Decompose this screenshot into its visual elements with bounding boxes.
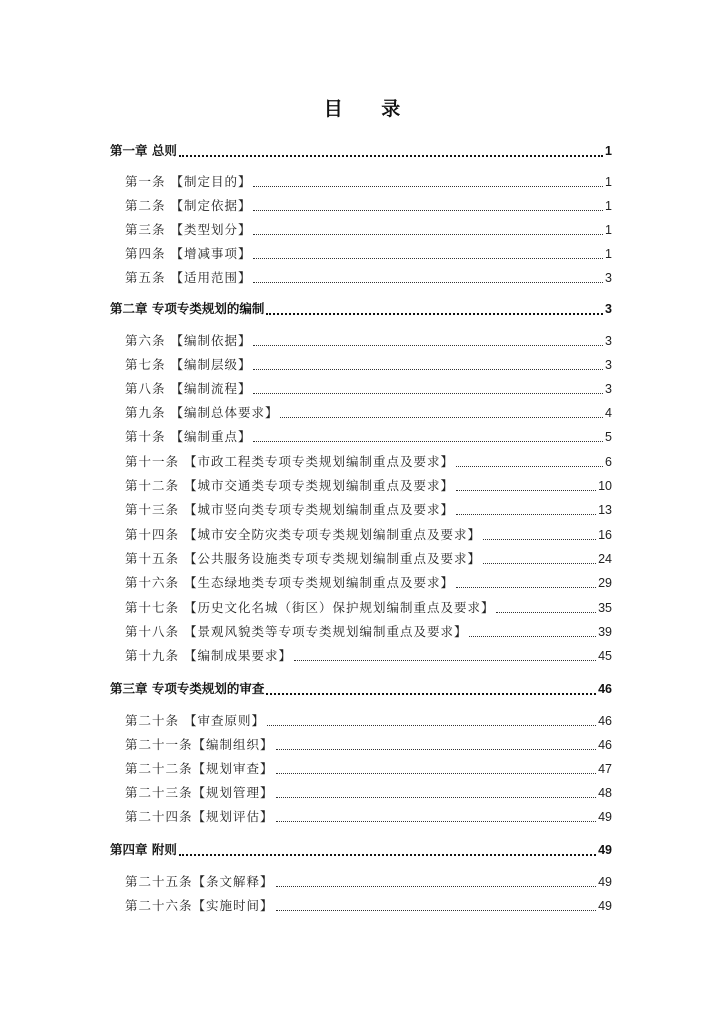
toc-page-number: 49	[598, 899, 612, 913]
dot-leader	[294, 648, 596, 661]
toc-page-number: 5	[605, 430, 612, 444]
toc-article-label: 第五条 【适用范围】	[125, 270, 252, 285]
dot-leader	[483, 527, 596, 540]
dot-leader	[276, 898, 597, 911]
dot-leader	[456, 502, 596, 515]
toc-article[interactable]	[125, 646, 612, 666]
toc-article[interactable]	[125, 244, 612, 264]
toc-page-number: 4	[605, 406, 612, 420]
toc-article[interactable]	[125, 573, 612, 593]
dot-leader	[483, 551, 596, 564]
toc-article-label: 第七条 【编制层级】	[125, 357, 252, 372]
toc-page-number: 46	[598, 738, 612, 752]
toc-article[interactable]	[125, 403, 612, 423]
toc-article[interactable]	[125, 872, 612, 892]
toc-page-number: 3	[605, 334, 612, 348]
toc-article-label: 第十三条 【城市竖向类专项专类规划编制重点及要求】	[125, 502, 454, 517]
toc-chapter-label: 第二章 专项专类规划的编制	[110, 301, 265, 316]
toc-chapter-3[interactable]	[110, 679, 612, 699]
toc-page-number: 3	[605, 358, 612, 372]
toc-article[interactable]	[125, 735, 612, 755]
toc-chapter-2[interactable]	[110, 299, 612, 319]
toc-article[interactable]	[125, 220, 612, 240]
toc-chapter-1[interactable]	[110, 141, 612, 161]
toc-article-label: 第四条 【增减事项】	[125, 246, 252, 261]
toc-page-number: 13	[598, 503, 612, 517]
toc-article[interactable]	[125, 622, 612, 642]
toc-page-number: 46	[598, 714, 612, 728]
dot-leader	[266, 681, 596, 695]
toc-article-label: 第十一条 【市政工程类专项专类规划编制重点及要求】	[125, 454, 454, 469]
toc-article[interactable]	[125, 896, 612, 916]
toc-page-number: 10	[598, 479, 612, 493]
toc-article[interactable]	[125, 268, 612, 288]
toc-page-number: 1	[605, 247, 612, 261]
dot-leader	[469, 624, 596, 637]
dot-leader	[253, 198, 603, 211]
toc-article-label: 第八条 【编制流程】	[125, 381, 252, 396]
toc-page-number: 49	[598, 843, 612, 857]
toc-article-label: 第九条 【编制总体要求】	[125, 405, 279, 420]
toc-page-number: 24	[598, 552, 612, 566]
dot-leader	[179, 842, 596, 856]
toc-page-number: 48	[598, 786, 612, 800]
dot-leader	[456, 454, 603, 467]
toc-article[interactable]	[125, 759, 612, 779]
toc-article[interactable]	[125, 549, 612, 569]
toc-article-label: 第一条 【制定目的】	[125, 174, 252, 189]
toc-article-label: 第二十二条【规划审查】	[125, 761, 274, 776]
toc-article-label: 第三条 【类型划分】	[125, 222, 252, 237]
toc-article-label: 第二十四条【规划评估】	[125, 809, 274, 824]
toc-page-number: 1	[605, 175, 612, 189]
toc-page-number: 6	[605, 455, 612, 469]
dot-leader	[253, 270, 603, 283]
toc-page-number: 49	[598, 875, 612, 889]
toc-article-label: 第二条 【制定依据】	[125, 198, 252, 213]
toc-article[interactable]	[125, 783, 612, 803]
dot-leader	[253, 333, 603, 346]
toc-chapter-label: 第四章 附则	[110, 842, 177, 857]
toc-article-label: 第二十六条【实施时间】	[125, 898, 274, 913]
toc-page-number: 45	[598, 649, 612, 663]
toc-chapter-label: 第一章 总则	[110, 143, 177, 158]
dot-leader	[276, 874, 597, 887]
toc-page-number: 46	[598, 682, 612, 696]
toc-page-number: 1	[605, 144, 612, 158]
toc-article[interactable]	[125, 196, 612, 216]
toc-page-number: 3	[605, 271, 612, 285]
toc-article-label: 第十二条 【城市交通类专项专类规划编制重点及要求】	[125, 478, 454, 493]
dot-leader	[276, 785, 597, 798]
dot-leader	[253, 357, 603, 370]
toc-article-label: 第六条 【编制依据】	[125, 333, 252, 348]
toc-page-number: 3	[605, 382, 612, 396]
dot-leader	[456, 575, 596, 588]
dot-leader	[253, 429, 603, 442]
toc-page-number: 29	[598, 576, 612, 590]
toc-article[interactable]	[125, 711, 612, 731]
toc-page-number: 49	[598, 810, 612, 824]
dot-leader	[266, 301, 603, 315]
toc-article-label: 第十条 【编制重点】	[125, 429, 252, 444]
toc-article-label: 第十八条 【景观风貌类等专项专类规划编制重点及要求】	[125, 624, 468, 639]
toc-article[interactable]	[125, 476, 612, 496]
toc-article[interactable]	[125, 525, 612, 545]
dot-leader	[253, 381, 603, 394]
toc-chapter-4[interactable]	[110, 840, 612, 860]
dot-leader	[276, 737, 597, 750]
toc-article-label: 第十四条 【城市安全防灾类专项专类规划编制重点及要求】	[125, 527, 481, 542]
dot-leader	[179, 143, 603, 157]
dot-leader	[253, 246, 603, 259]
toc-article-label: 第二十条 【审查原则】	[125, 713, 265, 728]
dot-leader	[253, 174, 603, 187]
dot-leader	[253, 222, 603, 235]
toc-page-number: 3	[605, 302, 612, 316]
toc-article-label: 第十九条 【编制成果要求】	[125, 648, 292, 663]
toc-article-label: 第二十一条【编制组织】	[125, 737, 274, 752]
toc-page-number: 35	[598, 601, 612, 615]
toc-article-label: 第十六条 【生态绿地类专项专类规划编制重点及要求】	[125, 575, 454, 590]
dot-leader	[276, 761, 597, 774]
toc-page-number: 1	[605, 199, 612, 213]
toc-page-number: 47	[598, 762, 612, 776]
toc-article[interactable]	[125, 172, 612, 192]
toc-page-number: 39	[598, 625, 612, 639]
toc-article[interactable]	[125, 379, 612, 399]
toc-article[interactable]	[125, 500, 612, 520]
toc-article[interactable]	[125, 427, 612, 447]
toc-page-number: 1	[605, 223, 612, 237]
toc-article[interactable]	[125, 452, 612, 472]
toc-article-label: 第二十五条【条文解释】	[125, 874, 274, 889]
dot-leader	[280, 405, 603, 418]
toc-article-label: 第十五条 【公共服务设施类专项专类规划编制重点及要求】	[125, 551, 481, 566]
toc-article-label: 第二十三条【规划管理】	[125, 785, 274, 800]
toc-chapter-label: 第三章 专项专类规划的审查	[110, 681, 265, 696]
page-title: 目 录	[323, 98, 417, 120]
toc-article[interactable]	[125, 807, 612, 827]
dot-leader	[456, 478, 596, 491]
toc-page-number: 16	[598, 528, 612, 542]
dot-leader	[496, 600, 596, 613]
toc-article[interactable]	[125, 598, 612, 618]
toc-article[interactable]	[125, 355, 612, 375]
dot-leader	[267, 713, 596, 726]
dot-leader	[276, 809, 597, 822]
toc-article-label: 第十七条 【历史文化名城（街区）保护规划编制重点及要求】	[125, 600, 495, 615]
toc-article[interactable]	[125, 331, 612, 351]
